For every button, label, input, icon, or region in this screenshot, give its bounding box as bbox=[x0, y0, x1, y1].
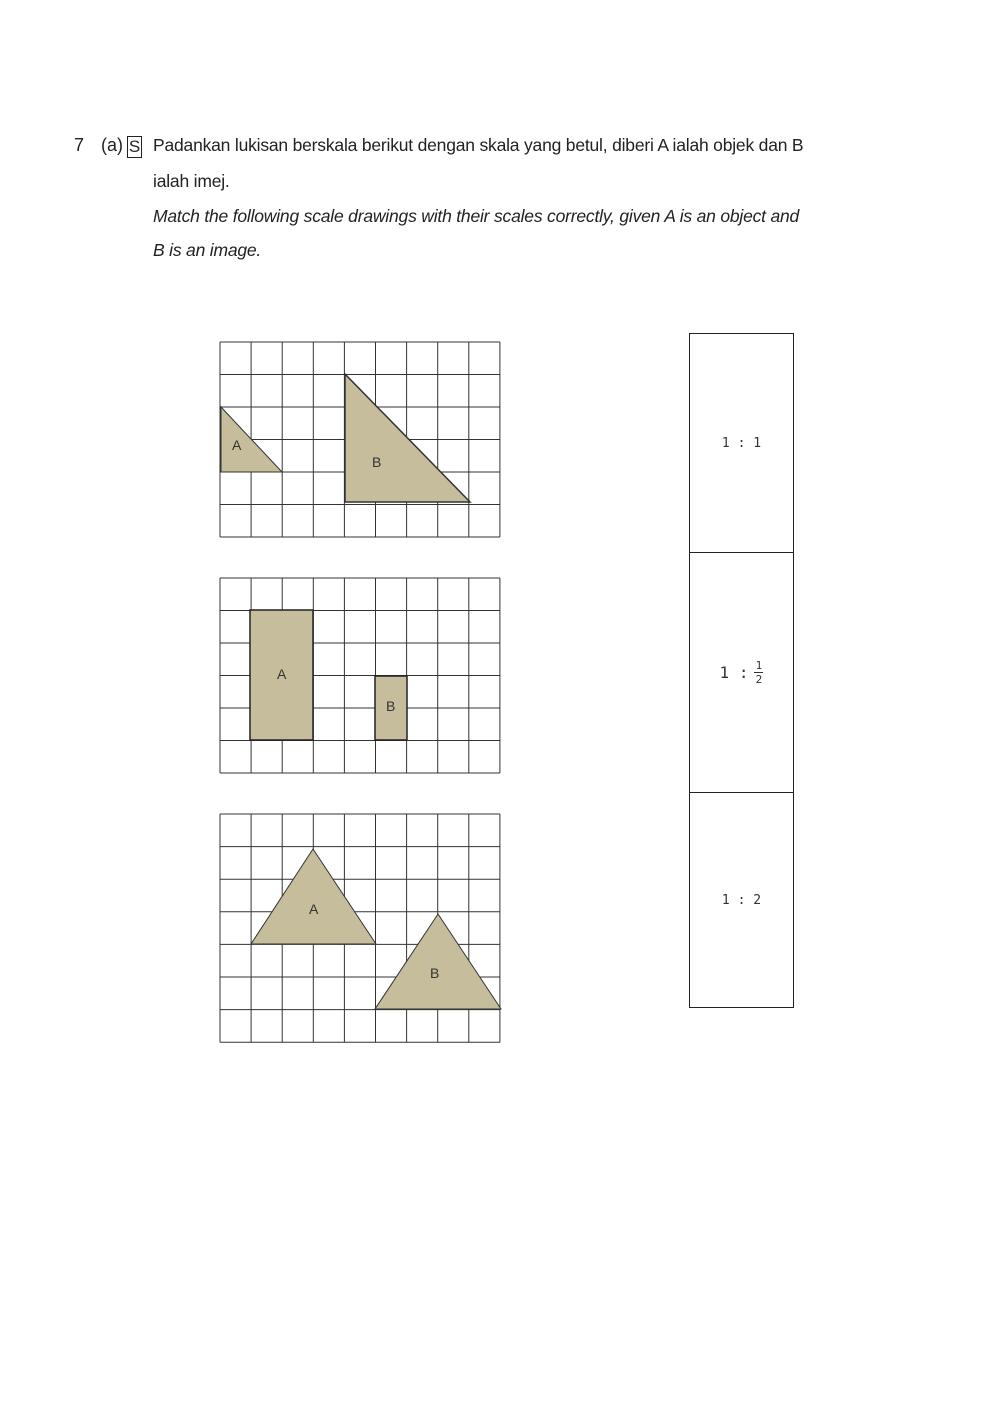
triangle-b bbox=[375, 914, 501, 1009]
question-box-letter: S bbox=[128, 137, 141, 156]
label-b: B bbox=[372, 454, 382, 470]
label-a: A bbox=[309, 901, 319, 917]
scale-option-3[interactable] bbox=[690, 792, 793, 1009]
label-a: A bbox=[232, 437, 242, 453]
scale-prefix-2: 1 : bbox=[719, 662, 749, 682]
scale-text-1: 1 : 1 bbox=[721, 435, 762, 451]
scale-options-column bbox=[689, 333, 794, 1008]
question-part: (a) bbox=[101, 135, 123, 155]
fraction-half bbox=[754, 660, 763, 685]
label-b: B bbox=[386, 698, 396, 714]
malay-instruction-line2: ialah imej. bbox=[153, 171, 230, 191]
label-a: A bbox=[277, 666, 287, 682]
triangle-b bbox=[345, 374, 470, 502]
scale-drawing-2[interactable] bbox=[220, 578, 502, 774]
scale-option-2[interactable] bbox=[690, 552, 793, 793]
question-number: 7 bbox=[74, 135, 85, 155]
fraction-numerator: 1 bbox=[755, 658, 763, 672]
scale-drawing-1[interactable] bbox=[220, 342, 502, 538]
malay-instruction-line1: Padankan lukisan berskala berikut dengan skala yang betul, diberi A ialah objek dan B bbox=[153, 135, 804, 155]
fraction-denominator: 2 bbox=[755, 672, 763, 686]
triangle-a bbox=[251, 849, 376, 944]
english-instruction-line1: Match the following scale drawings with their scales correctly, given A is an object and bbox=[153, 206, 800, 226]
scale-drawing-3[interactable] bbox=[220, 814, 502, 1043]
label-b: B bbox=[430, 965, 440, 981]
english-instruction-line2: B is an image. bbox=[153, 240, 262, 260]
scale-text-3: 1 : 2 bbox=[721, 893, 762, 908]
scale-option-1[interactable] bbox=[690, 334, 793, 553]
